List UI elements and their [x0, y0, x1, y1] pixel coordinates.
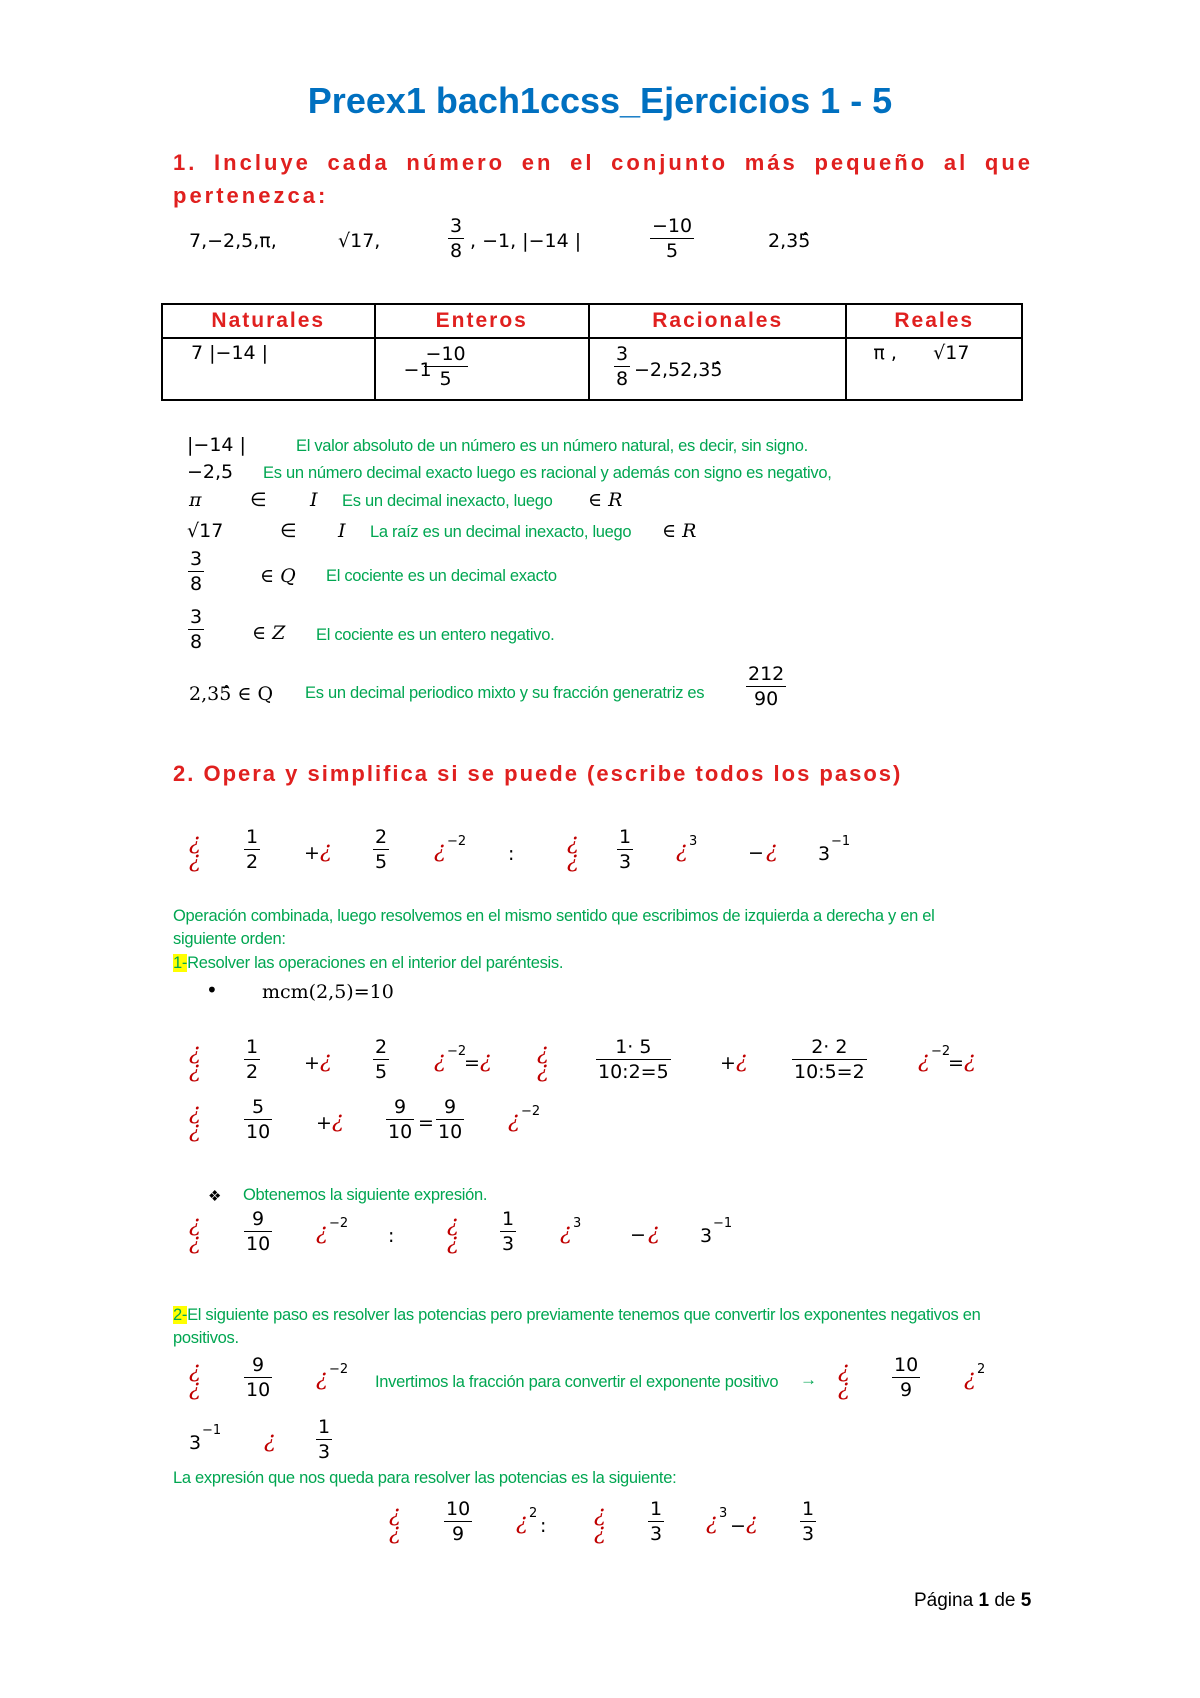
- cell-racionales: 3 8 −2,52,35̂: [589, 338, 846, 400]
- expl-7-fraction: 212 90: [748, 663, 785, 710]
- cell-reales: π , √17: [846, 338, 1022, 400]
- q2-paragraph-2: La expresión que nos queda para resolver las potencias es la siguiente:: [173, 1469, 677, 1487]
- expl-4-text: La raíz es un decimal inexacto, luego: [370, 523, 632, 541]
- expl-3-text: Es un decimal inexacto, luego: [342, 492, 553, 510]
- expl-5-sym: ∈ Q: [260, 565, 296, 587]
- header-enteros: Enteros: [375, 304, 589, 338]
- q2-paragraph-1: Operación combinada, luego resolvemos en el mismo sentido que escribimos de izquierda a derecha y en el: [173, 907, 935, 925]
- expl-1-math: |−14 |: [187, 434, 246, 456]
- page-footer: Página 1 de 5: [914, 1590, 1032, 1611]
- expl-2-math: −2,5: [187, 461, 234, 483]
- expl-7-text: Es un decimal periodico mixto y su fracción generatriz es: [305, 684, 705, 702]
- expl-2-text: Es un número decimal exacto luego es racional y además con signo es negativo,: [263, 464, 832, 482]
- page-title: Preex1 bach1ccss_Ejercicios 1 - 5: [307, 80, 893, 121]
- expl-5-text: El cociente es un decimal exacto: [326, 567, 557, 585]
- expl-3-sym2: ∈ R: [588, 489, 623, 511]
- expl-3-sym1: ∈: [250, 489, 267, 511]
- q1-heading-line2: pertenezca:: [173, 183, 329, 208]
- cell-enteros: −1 −10 5: [375, 338, 589, 400]
- expl-4-sym2: ∈ R: [662, 520, 697, 542]
- step-1: 1-Resolver las operaciones en el interior del paréntesis.: [173, 954, 564, 972]
- expl-3-math: π: [189, 489, 202, 511]
- number-list-e: 2,35̂: [768, 230, 811, 252]
- q2-paragraph-1b: siguiente orden:: [173, 930, 286, 948]
- header-reales: Reales: [846, 304, 1022, 338]
- expl-6-fraction: 3 8: [190, 606, 203, 653]
- q1-heading-line1: 1. Incluye cada número en el conjunto más pequeño al que: [173, 150, 1033, 175]
- obtenemos-text: Obtenemos la siguiente expresión.: [243, 1186, 488, 1204]
- expl-5-fraction: 3 8: [190, 548, 203, 595]
- mcm-expression: mcm(2,5)=10: [262, 981, 394, 1003]
- expl-1-text: El valor absoluto de un número es un número natural, es decir, sin signo.: [296, 437, 808, 455]
- arrow-right-icon: →: [800, 1370, 817, 1389]
- header-racionales: Racionales: [589, 304, 846, 338]
- number-list-a: 7,−2,5,π,: [189, 230, 277, 252]
- number-list-b: √17,: [338, 230, 381, 252]
- step-2: 2-El siguiente paso es resolver las potencias pero previamente tenemos que convertir los exponentes negativos en: [173, 1306, 981, 1324]
- expl-4-set1: I: [338, 520, 346, 542]
- expl-3-set1: I: [310, 489, 318, 511]
- number-sets-table: [161, 303, 1023, 401]
- fraction-minus10-5: −10 5: [652, 215, 693, 262]
- expl-4-math: √17: [187, 520, 224, 542]
- diamond-bullet-icon: ❖: [208, 1188, 222, 1205]
- number-list-c: , −1, |−14 |: [470, 230, 582, 252]
- expl-6-text: El cociente es un entero negativo.: [316, 626, 555, 644]
- expl-6-sym: ∈ Z: [252, 622, 286, 644]
- expl-7-math: 2,35̂ ∈ Q: [189, 683, 274, 705]
- q2-heading: 2. Opera y simplifica si se puede (escribe todos los pasos): [173, 761, 903, 786]
- bullet: •: [206, 978, 218, 1002]
- header-naturales: Naturales: [162, 304, 375, 338]
- expl-4-sym1: ∈: [280, 520, 297, 542]
- cell-naturales: 7 |−14 |: [162, 338, 375, 400]
- step-2b: positivos.: [173, 1329, 239, 1347]
- fraction-3-8: 3 8: [450, 215, 463, 262]
